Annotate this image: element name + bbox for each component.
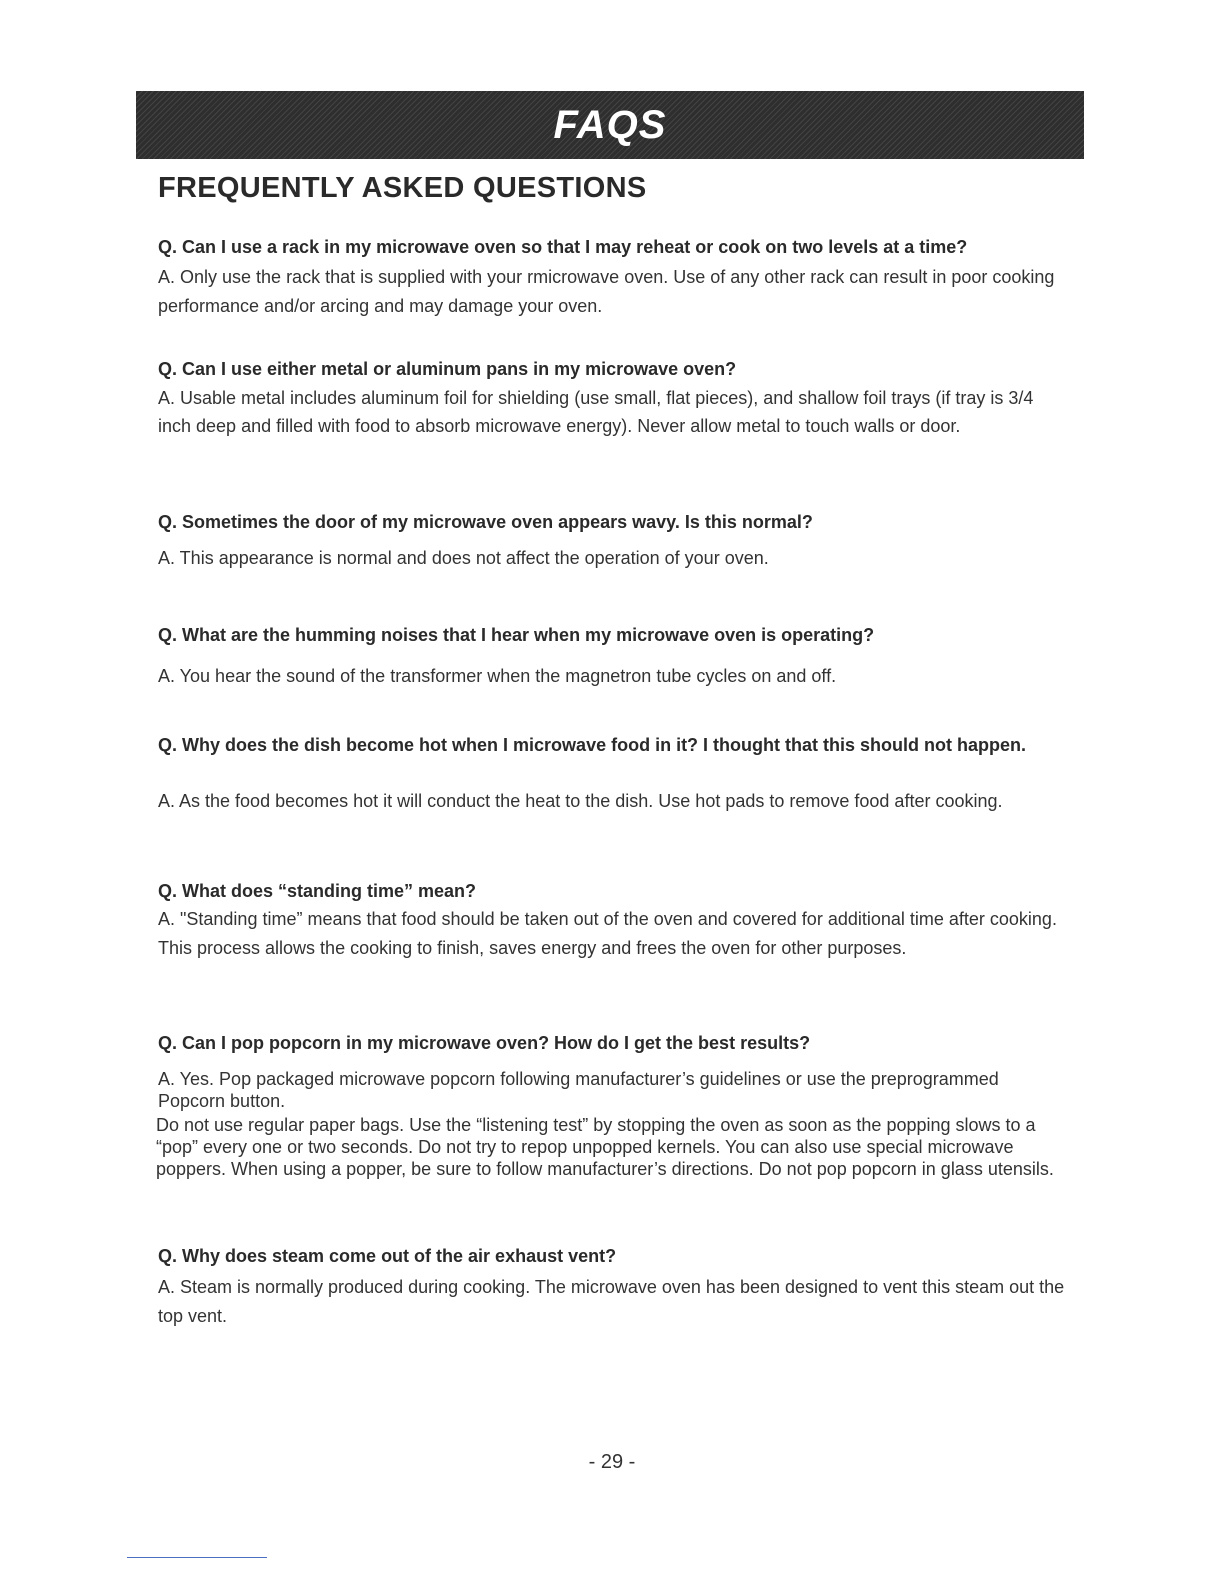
page-heading: FREQUENTLY ASKED QUESTIONS bbox=[158, 172, 647, 204]
footer-divider bbox=[127, 1557, 267, 1558]
faq-answer: A. Yes. Pop packaged microwave popcorn following manufacturer’s guidelines or use the preprogrammed Popcorn button. bbox=[158, 1069, 999, 1111]
faq-answer: A. Steam is normally produced during cooking. The microwave oven has been designed to vent this steam out the top vent. bbox=[158, 1277, 1065, 1326]
faq-question: Q. Why does the dish become hot when I microwave food in it? I thought that this should not happen. bbox=[158, 735, 1026, 755]
faq-answer: A. This appearance is normal and does not affect the operation of your oven. bbox=[158, 548, 769, 568]
faq-question: Q. What does “standing time” mean? bbox=[158, 881, 477, 901]
faq-question: Q. Can I use a rack in my microwave oven so that I may reheat or cook on two levels at a time? bbox=[158, 237, 968, 257]
faq-question: Q. Can I pop popcorn in my microwave oven? How do I get the best results? bbox=[158, 1033, 811, 1053]
faqs-banner bbox=[136, 91, 1084, 159]
faq-answer: A. Usable metal includes aluminum foil for shielding (use small, flat pieces), and shallow foil trays (if tray is 3/4 inch deep and filled with food to absorb microwave energy). Never allow metal to touch walls or door. bbox=[158, 388, 1034, 436]
faq-answer: A. "Standing time” means that food should be taken out of the oven and covered for additional time after cooking. This process allows the cooking to finish, saves energy and frees the oven for other purposes. bbox=[158, 909, 1057, 958]
faq-question: Q. Can I use either metal or aluminum pans in my microwave oven? bbox=[158, 359, 737, 379]
faq-answer: A. You hear the sound of the transformer when the magnetron tube cycles on and off. bbox=[158, 666, 837, 686]
faq-answer: A. Only use the rack that is supplied with your rmicrowave oven. Use of any other rack can result in poor cooking performance and/or arcing and may damage your oven. bbox=[158, 267, 1055, 316]
faq-answer-extra: Do not use regular paper bags. Use the “listening test” by stopping the oven as soon as the popping slows to a “pop” every one or two seconds. Do not try to repop unpopped kernels. You can also use special microwave poppers. When using a popper, be sure to follow manufacturer’s directions. Do not pop popcorn in glass utensils. bbox=[156, 1115, 1054, 1179]
banner-title: FAQS bbox=[553, 102, 667, 147]
faq-question: Q. Sometimes the door of my microwave oven appears wavy. Is this normal? bbox=[158, 512, 813, 532]
faq-question: Q. What are the humming noises that I hear when my microwave oven is operating? bbox=[158, 625, 875, 645]
page-number: - 29 - bbox=[588, 1451, 636, 1473]
faq-answer: A. As the food becomes hot it will conduct the heat to the dish. Use hot pads to remove food after cooking. bbox=[158, 791, 1003, 811]
faq-question: Q. Why does steam come out of the air exhaust vent? bbox=[158, 1246, 617, 1266]
